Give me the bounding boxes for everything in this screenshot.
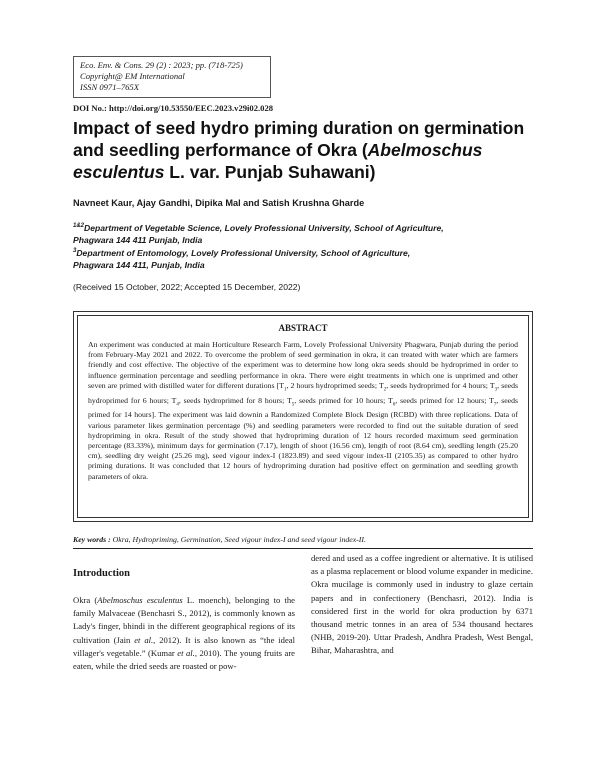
abstract-segment: , seeds hydroprimed for 4 hours; T [386, 380, 495, 390]
journal-issn: ISSN 0971–765X [80, 82, 139, 93]
paper-title [73, 117, 533, 183]
abstract-segment: , 2 hours hydroprimed seeds; T [286, 380, 384, 390]
journal-copyright: Copyright@ EM International [80, 71, 185, 82]
keywords-line [73, 535, 366, 544]
doi-line[interactable]: DOI No.: http://doi.org/10.53550/EEC.2023.v29i02.028 [73, 103, 274, 113]
intro-segment: L. moench), belonging to the family Malvaceae (Benchasri S., 2012), is commonly known as Lady's finger, bhindi in the different geographical regions of its cultivation (Jain [73, 595, 295, 645]
section-divider [73, 548, 533, 549]
introduction-heading: Introduction [73, 568, 130, 579]
journal-info-box [73, 56, 271, 98]
abstract-subscript: 2 [383, 387, 387, 393]
intro-segment: , 2012). It is also known as “the ideal villager's vegetable.” (Kumar [73, 634, 295, 658]
abstract-segment: An experiment was conducted at main Horticulture Research Farm, Lovely Professional University Phagwara, Punjab during the period from February-May 2021 and 2022. To overcome the problem of seed germination in okra, it can treated with water which are farmers friendly and cost effective. The objective of the experiment was to determine how long okra seeds should be hydroprimed in order to influence germination percentage and seedling performance in okra. There were eight treatments in which one is unprimed and other seven are primed with distilled water for different durations [T [88, 340, 518, 390]
author-list: Navneet Kaur, Ajay Gandhi, Dipika Mal and Satish Krushna Gharde [73, 198, 365, 208]
received-dates: (Received 15 October, 2022; Accepted 15 December, 2022) [73, 282, 301, 292]
introduction-left-column [73, 594, 295, 673]
affiliation-2-line1: Department of Entomology, Lovely Professional University, School of Agriculture, [76, 247, 411, 258]
affiliation-2-line2: Phagwara 144 411, Punjab, India [73, 259, 205, 270]
abstract-subscript: 5 [291, 402, 295, 408]
title-part2: L. var. Punjab Suhawani) [164, 162, 376, 182]
abstract-segment: , seeds hydroprimed for 6 hours; T [88, 380, 518, 405]
keywords-text: Okra, Hydropriming, Germination, Seed vigour index-I and seed vigour index-II. [110, 535, 366, 544]
introduction-right-column: dered and used as a coffee ingredient or alternative. It is utilised as a plasma replacement or blood volume expander in medicine. Okra mucilage is commonly used in industry to glaze certain papers and in confectionery (Benchasri, 2012). India is considered first in the world for okra production by 6371 thousand metric tonnes in an area of 534 thousand hectares (NHB, 2019-20). Uttar Pradesh, Andhra Pradesh, West Bengal, Bihar, Maharashtra, and [311, 553, 533, 656]
abstract-subscript: 4 [176, 402, 179, 408]
abstract-segment: , seeds primed for 14 hours]. The experiment was laid downin a Randomized Complete Block Design (RCBD) with three replications. Data of various parameter likes germination percentage (%) and seedling parameters were recorded to find out the suitable duration of seed hydropriming in okra. Result of the study showed that hydropriming duration of 12 hours recorded maximum seed germination percentage (83.33%), minimum days for germination (7.17), length of shoot (16.56 cm), length of root (8.64 cm), seedling length (25.20 cm), seedling dry weight (25.26 mg), seed vigour index-I (1823.89) and seed vigour index-II (2105.35) as compared to other hydro priming durations. It was concluded that 12 hours of hydropriming duration had positive effect on germination and seedling growth parameters of okra. [88, 395, 518, 481]
abstract-text [88, 340, 518, 482]
intro-etal: et al. [134, 634, 154, 645]
abstract-subscript: 1 [283, 387, 287, 393]
abstract-inner-frame [77, 315, 529, 518]
abstract-box [73, 311, 533, 522]
affiliation-1-marker: 1&2 [73, 223, 85, 229]
abstract-segment: , seeds hydroprimed for 8 hours; T [178, 395, 292, 405]
abstract-subscript: 7 [493, 402, 497, 408]
abstract-subscript: 6 [392, 402, 396, 408]
title-species: Abelmoschus esculentus [73, 140, 483, 182]
abstract-segment: , seeds primed for 10 hours; T [294, 395, 393, 405]
intro-segment: , 2010). The young fruits are eaten, while the dried seeds are roasted or pow- [73, 647, 295, 672]
affiliation-1 [73, 220, 533, 246]
keywords-label: Key words : [73, 535, 111, 544]
abstract-heading: ABSTRACT [278, 323, 328, 333]
abstract-subscript: 3 [494, 387, 498, 393]
affiliation-2 [73, 245, 533, 271]
affiliation-1-line1: Department of Vegetable Science, Lovely Professional University, School of Agriculture, [84, 222, 444, 233]
abstract-segment: , seeds primed for 12 hours; T [395, 395, 494, 405]
affiliation-1-line2: Phagwara 144 411 Punjab, India [73, 234, 203, 245]
intro-etal: et al. [177, 647, 195, 658]
title-part1: Impact of seed hydro priming duration on germination and seedling performance of Okra ( [73, 118, 525, 160]
affiliation-2-marker: 3 [73, 248, 77, 254]
intro-species: Abelmoschus esculentus [97, 595, 183, 605]
journal-citation: Eco. Env. & Cons. 29 (2) : 2023; pp. (718-725) [80, 60, 243, 70]
intro-segment: Okra ( [73, 595, 98, 605]
